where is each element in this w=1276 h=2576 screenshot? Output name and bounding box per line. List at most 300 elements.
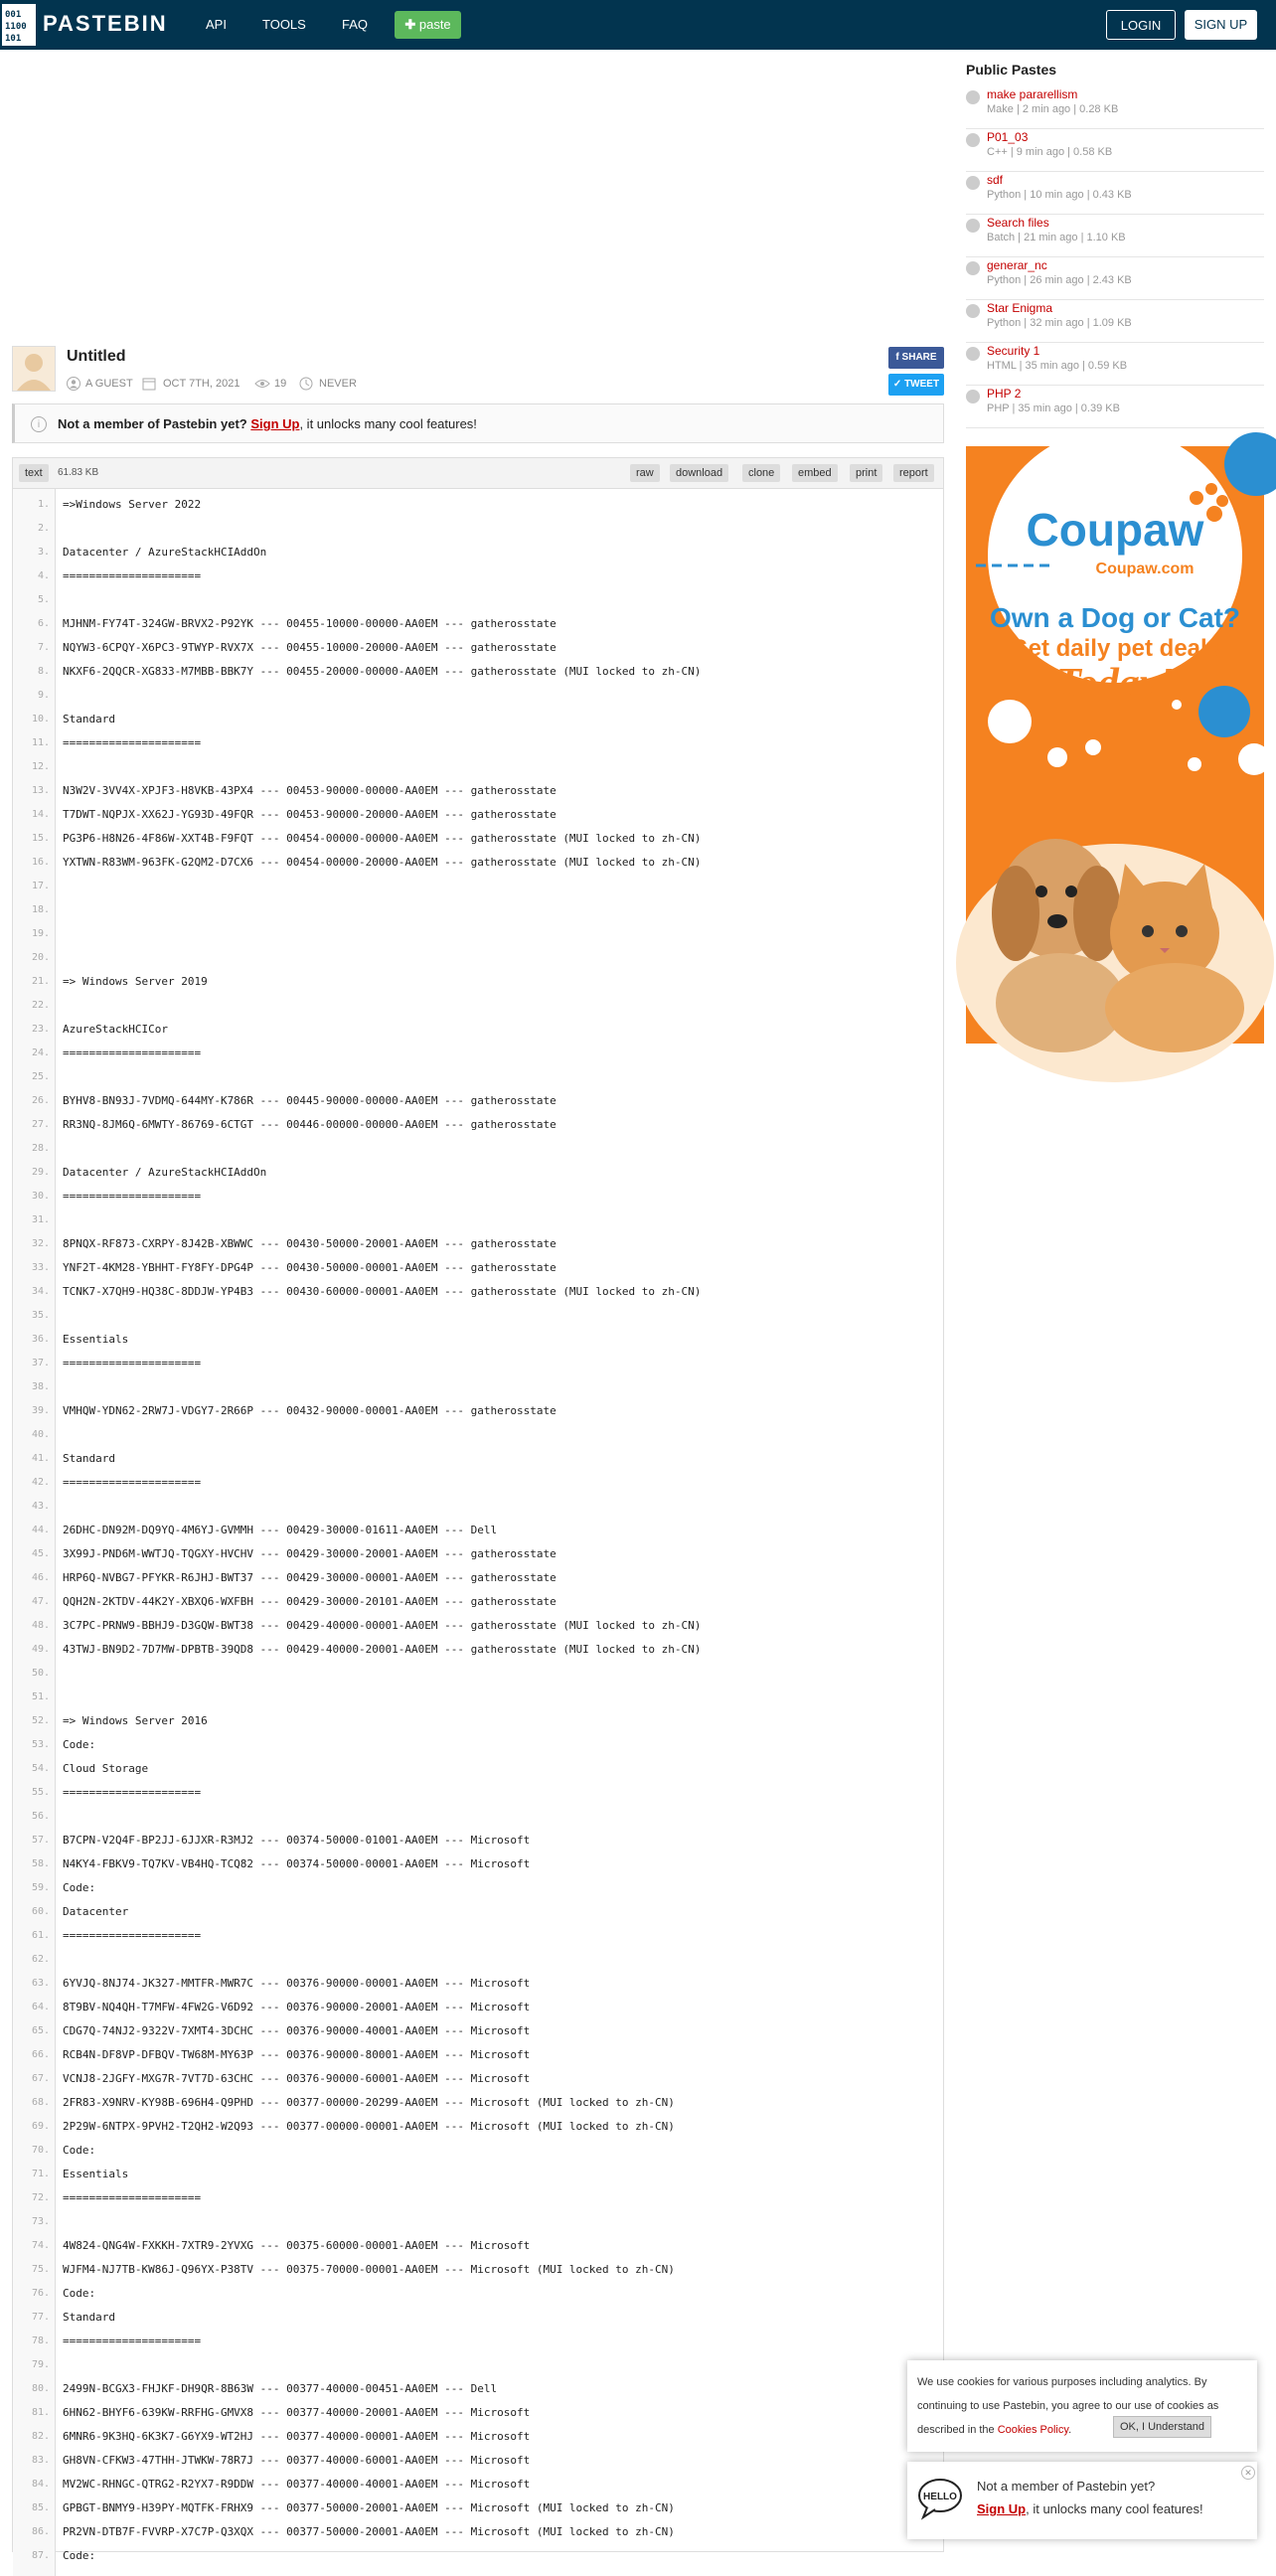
line-number: 76. [31,2288,50,2299]
line-content: ===================== [63,1190,202,1203]
line-content: YNF2T-4KM28-YBHHT-FY8FY-DPG4P --- 00430-50000-00001-AA0EM --- gatherosstate [63,1261,557,1274]
line-number: 26. [31,1095,50,1106]
line-number: 77. [31,2312,50,2323]
line-content: TCNK7-X7QH9-HQ38C-8DDJW-YP4B3 --- 00430-60000-00001-AA0EM --- gatherosstate (MUI locked to zh-CN) [63,1285,702,1298]
paste-type-icon [966,304,980,318]
public-paste-item[interactable] [966,385,1264,428]
public-paste-meta: HTML | 35 min ago | 0.59 KB [987,360,1128,372]
code-line [13,1733,943,1757]
line-content: PR2VN-DTB7F-FVVRP-X7C7P-Q3XQX --- 00377-50000-20001-AA0EM --- Microsoft (MUI locked to zh-CN) [63,2525,675,2538]
line-content: ===================== [63,1786,202,1799]
line-content: ===================== [63,1046,202,1059]
hello-rest: , it unlocks many cool features! [1026,2501,1203,2516]
code-line [13,1972,943,1996]
login-button[interactable]: LOGIN [1106,10,1176,40]
code-line [13,636,943,660]
line-content: GH8VN-CFKW3-47THH-JTWKW-78R7J --- 00377-40000-60001-AA0EM --- Microsoft [63,2454,531,2467]
new-paste-button[interactable] [395,11,461,39]
paste-author[interactable]: A GUEST [85,378,133,390]
cookie-message: We use cookies for various purposes including analytics. By continuing to use Pastebin, you agree to our use of cookies as described in the [917,2376,1219,2436]
cookie-accept-button[interactable]: OK, I Understand [1113,2416,1211,2438]
line-number: 81. [31,2407,50,2418]
line-number: 7. [37,642,50,653]
line-content: RCB4N-DF8VP-DFBQV-TW68M-MY63P --- 00376-90000-80001-AA0EM --- Microsoft [63,2048,531,2061]
line-number: 64. [31,2002,50,2012]
line-number: 32. [31,1238,50,1249]
code-line [13,1089,943,1113]
line-content: WJFM4-NJ7TB-KW86J-Q96YX-P38TV --- 00375-70000-00001-AA0EM --- Microsoft (MUI locked to zh-CN) [63,2263,675,2276]
code-line [13,1757,943,1781]
line-content: 2FR83-X9NRV-KY98B-696H4-Q9PHD --- 00377-00000-20299-AA0EM --- Microsoft (MUI locked to zh-CN) [63,2096,675,2109]
line-number: 67. [31,2073,50,2084]
download-button[interactable]: download [670,464,728,482]
code-line [13,2401,943,2425]
facebook-icon: f [895,352,899,363]
paste-views: 19 [274,378,287,390]
code-line [13,612,943,636]
line-number: 50. [31,1668,50,1679]
line-number: 13. [31,785,50,796]
line-number: 1. [37,499,50,510]
line-content: ===================== [63,1929,202,1942]
line-number: 84. [31,2479,50,2490]
public-paste-name[interactable]: Search files [987,216,1049,230]
line-content: NQYW3-6CPQY-X6PC3-9TWYP-RVX7X --- 00455-10000-20000-AA0EM --- gatherosstate [63,641,557,654]
code-line [13,1375,943,1399]
code-line [13,1042,943,1065]
line-number: 54. [31,1763,50,1774]
paste-date: OCT 7TH, 2021 [163,378,240,390]
nav-api[interactable]: API [206,17,227,32]
code-line [13,2019,943,2043]
code-line [13,1876,943,1900]
line-number: 53. [31,1739,50,1750]
line-number: 56. [31,1811,50,1822]
line-number: 11. [31,737,50,748]
code-line [13,1161,943,1185]
code-line [13,2520,943,2544]
line-content: 4W824-QNG4W-FXKKH-7XTR9-2YVXG --- 00375-60000-00001-AA0EM --- Microsoft [63,2239,531,2252]
ad-headline3: Today! [1055,661,1175,707]
facebook-share-button[interactable] [888,347,944,369]
line-number: 45. [31,1548,50,1559]
embed-button[interactable]: embed [792,464,838,482]
line-content: Code: [63,1738,96,1751]
line-content: NKXF6-2QQCR-XG833-M7MBB-BBK7Y --- 00455-20000-00000-AA0EM --- gatherosstate (MUI locked to zh-CN) [63,665,702,678]
code-line [13,2330,943,2353]
code-line [13,1471,943,1495]
code-line [13,517,943,541]
code-line [13,2163,943,2186]
notice-bold: Not a member of Pastebin yet? [58,416,247,431]
notice-signup-link[interactable]: Sign Up [250,416,300,431]
line-content: 6MNR6-9K3HQ-6K3K7-G6YX9-WT2HJ --- 00377-40000-00001-AA0EM --- Microsoft [63,2430,531,2443]
line-number: 59. [31,1882,50,1893]
code-line [13,588,943,612]
code-line [13,922,943,946]
code-line [13,1996,943,2019]
user-icon [67,377,80,394]
code-line [13,1399,943,1423]
pastebin-logo-icon[interactable] [2,4,36,46]
line-number: 24. [31,1047,50,1058]
line-number: 29. [31,1167,50,1178]
public-paste-name[interactable]: generar_nc [987,258,1047,272]
share-label: SHARE [901,352,937,363]
code-line [13,493,943,517]
line-number: 80. [31,2383,50,2394]
hello-line2 [977,2501,1203,2516]
code-line [13,1423,943,1447]
code-line [13,898,943,922]
line-number: 73. [31,2216,50,2227]
line-content: Datacenter [63,1905,129,1918]
public-paste-meta: C++ | 9 min ago | 0.58 KB [987,146,1113,158]
code-line [13,1256,943,1280]
line-content: Essentials [63,2168,129,2180]
public-paste-name[interactable]: P01_03 [987,130,1029,144]
code-line [13,1948,943,1972]
line-content: YXTWN-R83WM-963FK-G2QM2-D7CX6 --- 00454-00000-20000-AA0EM --- gatherosstate (MUI locked to zh-CN) [63,856,702,869]
code-line [13,2449,943,2473]
line-number: 36. [31,1334,50,1345]
code-line [13,2115,943,2139]
code-line [13,1590,943,1614]
line-number: 79. [31,2359,50,2370]
line-content: Standard [63,713,115,725]
line-number: 8. [37,666,50,677]
code-line [13,1709,943,1733]
clock-icon [299,377,313,394]
line-number: 43. [31,1501,50,1512]
line-number: 69. [31,2121,50,2132]
code-line [13,2377,943,2401]
line-number: 87. [31,2550,50,2561]
line-number: 60. [31,1906,50,1917]
paste-type-icon [966,219,980,233]
cookies-policy-link[interactable]: Cookies Policy [997,2424,1069,2436]
line-number: 33. [31,1262,50,1273]
line-number: 5. [37,594,50,605]
line-number: 4. [37,570,50,581]
line-content: 6YVJQ-8NJ74-JK327-MMTFR-MWR7C --- 00376-90000-00001-AA0EM --- Microsoft [63,1977,531,1990]
code-line [13,2186,943,2210]
code-line [13,2139,943,2163]
logo-text[interactable]: PASTEBIN [43,11,168,36]
code-line [13,875,943,898]
line-content: 26DHC-DN92M-DQ9YQ-4M6YJ-GVMMH --- 00429-30000-01611-AA0EM --- Dell [63,1524,498,1536]
code-line [13,708,943,731]
line-content: Code: [63,2144,96,2157]
line-content: CDG7Q-74NJ2-9322V-7XMT4-3DCHC --- 00376-90000-40001-AA0EM --- Microsoft [63,2024,531,2037]
line-content: ===================== [63,2334,202,2347]
line-number: 85. [31,2502,50,2513]
hello-line1: Not a member of Pastebin yet? [977,2479,1156,2494]
line-number: 2. [37,523,50,534]
line-number: 18. [31,904,50,915]
paste-type-icon [966,347,980,361]
code-line [13,851,943,875]
line-number: 68. [31,2097,50,2108]
public-paste-meta: Make | 2 min ago | 0.28 KB [987,103,1119,115]
notice-text [58,416,477,431]
line-content: PG3P6-H8N26-4F86W-XXT4B-F9FQT --- 00454-00000-00000-AA0EM --- gatherosstate (MUI locked to zh-CN) [63,832,702,845]
print-button[interactable]: print [850,464,882,482]
code-line [13,970,943,994]
line-content: ===================== [63,569,202,582]
public-paste-meta: PHP | 35 min ago | 0.39 KB [987,402,1120,414]
public-paste-name[interactable]: Security 1 [987,344,1040,358]
line-content: 43TWJ-BN9D2-7D7MW-DPBTB-39QD8 --- 00429-40000-20001-AA0EM --- gatherosstate (MUI locked to zh-CN) [63,1643,702,1656]
paste-size: 61.83 KB [58,467,99,478]
signup-popup [907,2462,1257,2539]
line-content: HRP6Q-NVBG7-PFYKR-R6JHJ-BWT37 --- 00429-30000-00001-AA0EM --- gatherosstate [63,1571,557,1584]
public-paste-item[interactable] [966,214,1264,257]
code-line [13,564,943,588]
line-content: MJHNM-FY74T-324GW-BRVX2-P92YK --- 00455-10000-00000-AA0EM --- gatherosstate [63,617,557,630]
code-line [13,1208,943,1232]
line-number: 23. [31,1024,50,1035]
line-number: 86. [31,2526,50,2537]
line-number: 35. [31,1310,50,1321]
line-content: RR3NQ-8JM6Q-6MWTY-86769-6CTGT --- 00446-00000-00000-AA0EM --- gatherosstate [63,1118,557,1131]
line-number: 57. [31,1835,50,1846]
line-content: MV2WC-RHNGC-QTRG2-R2YX7-R9DDW --- 00377-40000-40001-AA0EM --- Microsoft [63,2478,531,2491]
line-number: 6. [37,618,50,629]
line-number: 16. [31,857,50,868]
line-content: 2P29W-6NTPX-9PVH2-T2QH2-W2Q93 --- 00377-00000-00001-AA0EM --- Microsoft (MUI locked to zh-CN) [63,2120,675,2133]
top-header [0,0,1276,50]
code-line [13,2353,943,2377]
line-number: 44. [31,1525,50,1535]
line-number: 61. [31,1930,50,1941]
code-toolbar [13,458,943,489]
code-line [13,1065,943,1089]
signup-notice [12,403,944,443]
notice-rest: , it unlocks many cool features! [299,416,477,431]
line-content: 8PNQX-RF873-CXRPY-8J42B-XBWWC --- 00430-50000-20001-AA0EM --- gatherosstate [63,1237,557,1250]
line-number: 65. [31,2025,50,2036]
tweet-button[interactable] [888,374,944,396]
syntax-language-badge[interactable]: text [19,464,49,482]
line-number: 58. [31,1858,50,1869]
line-number: 10. [31,714,50,724]
code-line [13,2210,943,2234]
line-number: 38. [31,1381,50,1392]
line-number: 9. [37,690,50,701]
code-line [13,1638,943,1662]
line-number: 55. [31,1787,50,1798]
code-line [13,2091,943,2115]
line-content: 6HN62-BHYF6-639KW-RRFHG-GMVX8 --- 00377-40000-20001-AA0EM --- Microsoft [63,2406,531,2419]
line-number: 66. [31,2049,50,2060]
coupaw-ad[interactable] [966,446,1264,1044]
svg-text:1100: 1100 [5,22,27,32]
nav-faq[interactable]: FAQ [342,17,369,32]
line-number: 20. [31,952,50,963]
code-line [13,1304,943,1328]
code-line [13,1232,943,1256]
line-number: 62. [31,1954,50,1965]
public-paste-item[interactable] [966,342,1264,386]
line-number: 25. [31,1071,50,1082]
paste-type-icon [966,176,980,190]
code-line [13,994,943,1018]
line-content: Code: [63,1881,96,1894]
line-number: 17. [31,881,50,891]
tweet-label: TWEET [904,379,940,390]
line-number: 47. [31,1596,50,1607]
public-paste-meta: Batch | 21 min ago | 1.10 KB [987,232,1126,243]
public-paste-name[interactable]: sdf [987,173,1004,187]
signup-button[interactable]: SIGN UP [1185,10,1257,40]
line-content: Standard [63,2311,115,2324]
line-content: ===================== [63,2191,202,2204]
line-number: 34. [31,1286,50,1297]
code-line [13,1900,943,1924]
code-line [13,1924,943,1948]
nav-tools[interactable]: TOOLS [262,17,306,32]
code-line [13,1614,943,1638]
line-number: 40. [31,1429,50,1440]
code-line [13,2067,943,2091]
public-paste-item[interactable] [966,256,1264,300]
line-content: 8T9BV-NQ4QH-T7MFW-4FW2G-V6D92 --- 00376-90000-20001-AA0EM --- Microsoft [63,2001,531,2013]
line-content: 3X99J-PND6M-WWTJQ-TQGXY-HVCHV --- 00429-30000-20001-AA0EM --- gatherosstate [63,1547,557,1560]
line-number: 71. [31,2169,50,2179]
line-content: B7CPN-V2Q4F-BP2JJ-6JJXR-R3MJ2 --- 00374-50000-01001-AA0EM --- Microsoft [63,1834,531,1847]
line-content: 3C7PC-PRNW9-BBHJ9-D3GQW-BWT38 --- 00429-40000-00001-AA0EM --- gatherosstate (MUI locked to zh-CN) [63,1619,702,1632]
line-content: Code: [63,2287,96,2300]
line-number: 74. [31,2240,50,2251]
public-paste-item[interactable] [966,299,1264,343]
line-content: Standard [63,1452,115,1465]
line-content: => Windows Server 2019 [63,975,208,988]
line-content: T7DWT-NQPJX-XX62J-YG93D-49FQR --- 00453-90000-20000-AA0EM --- gatherosstate [63,808,557,821]
line-number: 42. [31,1477,50,1488]
code-line [13,1185,943,1208]
report-button[interactable]: report [893,464,934,482]
line-number: 41. [31,1453,50,1464]
paste-type-icon [966,133,980,147]
line-number: 83. [31,2455,50,2466]
line-number: 63. [31,1978,50,1989]
line-number: 52. [31,1715,50,1726]
line-content: AzureStackHCICor [63,1023,168,1036]
code-line [13,1566,943,1590]
code-line [13,2282,943,2306]
svg-text:101: 101 [5,34,22,44]
public-paste-item[interactable] [966,128,1264,172]
line-number: 78. [31,2335,50,2346]
line-number: 70. [31,2145,50,2156]
line-number: 19. [31,928,50,939]
code-line [13,2496,943,2520]
public-paste-item[interactable] [966,85,1264,129]
calendar-icon [142,377,156,394]
line-content: ===================== [63,1357,202,1369]
ad-headline1: Own a Dog or Cat? [990,602,1240,633]
code-line [13,1137,943,1161]
code-box [12,457,944,2562]
ad-brand: Coupaw [1026,504,1204,556]
public-paste-meta: Python | 26 min ago | 2.43 KB [987,274,1132,286]
code-line [13,827,943,851]
code-line [13,1352,943,1375]
code-line [13,1328,943,1352]
public-paste-item[interactable] [966,171,1264,215]
ad-headline2: Get daily pet deals [1009,635,1221,662]
code-line [13,1829,943,1852]
raw-button[interactable]: raw [630,464,660,482]
code-line [13,2473,943,2496]
code-line [13,1662,943,1686]
line-content: 2499N-BCGX3-FHJKF-DH9QR-8B63W --- 00377-40000-00451-AA0EM --- Dell [63,2382,498,2395]
line-number: 14. [31,809,50,820]
line-number: 12. [31,761,50,772]
public-paste-meta: Python | 10 min ago | 0.43 KB [987,189,1132,201]
eye-icon [254,377,270,394]
line-content: BYHV8-BN93J-7VDMQ-644MY-K786R --- 00445-90000-00000-AA0EM --- gatherosstate [63,1094,557,1107]
line-number: 39. [31,1405,50,1416]
code-line [13,684,943,708]
code-line [13,541,943,564]
close-icon[interactable]: ✕ [1241,2466,1255,2480]
clone-button[interactable]: clone [742,464,780,482]
public-paste-name[interactable]: PHP 2 [987,387,1022,401]
line-number: 28. [31,1143,50,1154]
code-line [13,803,943,827]
line-content: ===================== [63,736,202,749]
code-line [13,1519,943,1542]
public-paste-name[interactable]: Star Enigma [987,301,1053,315]
code-line [13,660,943,684]
code-line [13,1686,943,1709]
code-line [13,2043,943,2067]
paste-type-icon [966,90,980,104]
code-line [13,2425,943,2449]
paste-type-icon [966,390,980,403]
code-line [13,731,943,755]
line-content: ===================== [63,1476,202,1489]
line-number: 31. [31,1214,50,1225]
code-line [13,1447,943,1471]
line-number: 30. [31,1191,50,1202]
code-line [13,779,943,803]
line-content: VCNJ8-2JGFY-MXG7R-7VT7D-63CHC --- 00376-90000-60001-AA0EM --- Microsoft [63,2072,531,2085]
line-content: Datacenter / AzureStackHCIAddOn [63,1166,267,1179]
public-paste-name[interactable]: make pararellism [987,87,1078,101]
hello-signup-link[interactable]: Sign Up [977,2501,1027,2516]
line-number: 22. [31,1000,50,1011]
line-number: 48. [31,1620,50,1631]
code-line [13,1113,943,1137]
paste-expires: NEVER [319,378,357,390]
svg-text:001: 001 [5,10,22,20]
line-number: 72. [31,2192,50,2203]
code-line [13,946,943,970]
line-content: Code: [63,2549,96,2562]
cookie-banner [907,2360,1257,2452]
line-content: Datacenter / AzureStackHCIAddOn [63,546,267,559]
code-line [13,1781,943,1805]
line-content: VMHQW-YDN62-2RW7J-VDGY7-2R66P --- 00432-90000-00001-AA0EM --- gatherosstate [63,1404,557,1417]
line-number: 3. [37,547,50,558]
line-content: Essentials [63,1333,129,1346]
line-number: 51. [31,1691,50,1702]
line-number: 49. [31,1644,50,1655]
line-number: 46. [31,1572,50,1583]
